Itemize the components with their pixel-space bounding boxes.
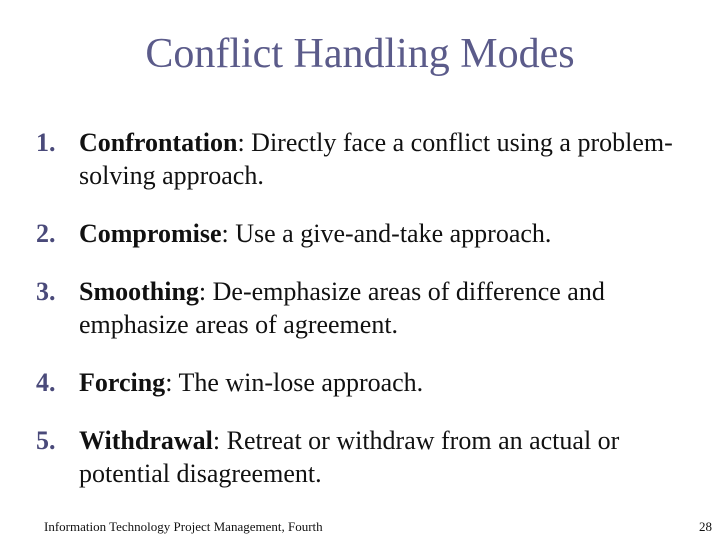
footer-source: Information Technology Project Management, Fourth	[44, 519, 323, 534]
list-item	[36, 126, 686, 192]
page-number: 28	[699, 519, 712, 534]
item-description: : Use a give-and-take approach.	[221, 219, 552, 248]
conflict-modes-list	[36, 126, 686, 515]
item-description: : The win-lose approach.	[165, 368, 424, 397]
item-description: : De-emphasize areas of difference and emphasize areas of agreement.	[79, 277, 605, 339]
item-term: Smoothing	[79, 277, 199, 306]
item-term: Confrontation	[79, 128, 238, 157]
item-number: 5.	[36, 426, 56, 455]
list-item	[36, 217, 686, 250]
list-item	[36, 275, 686, 341]
item-number: 3.	[36, 277, 56, 306]
slide-title: Conflict Handling Modes	[145, 31, 575, 77]
item-description: : Retreat or withdraw from an actual or potential disagreement.	[79, 426, 620, 488]
item-number: 2.	[36, 219, 56, 248]
item-term: Compromise	[79, 219, 222, 248]
item-number: 4.	[36, 368, 56, 397]
item-number: 1.	[36, 128, 56, 157]
list-item	[36, 424, 686, 490]
list-item	[36, 366, 686, 399]
item-term: Forcing	[79, 368, 166, 397]
item-term: Withdrawal	[79, 426, 213, 455]
item-description: : Directly face a conflict using a problem-solving approach.	[79, 128, 673, 190]
